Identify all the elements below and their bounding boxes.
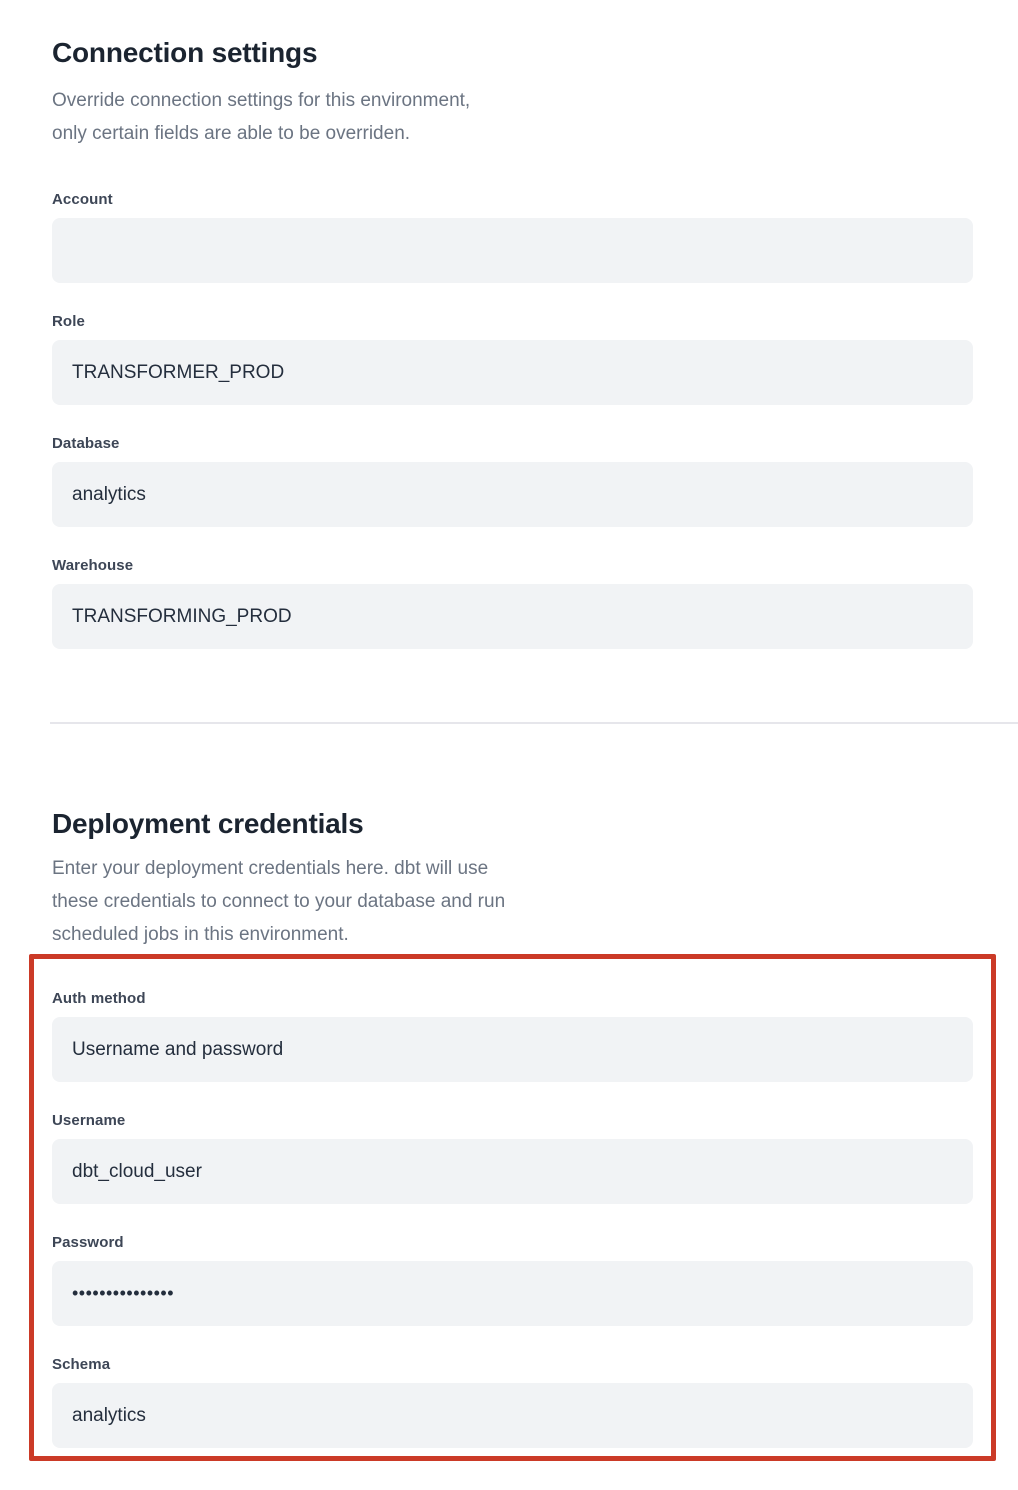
deployment-credentials-title: Deployment credentials bbox=[52, 808, 364, 839]
description-line: Override connection settings for this environment, bbox=[52, 90, 471, 111]
username-input[interactable]: dbt_cloud_user bbox=[52, 1139, 973, 1204]
database-input[interactable]: analytics bbox=[52, 462, 973, 527]
section-divider bbox=[50, 722, 1018, 724]
password-field bbox=[52, 1233, 973, 1326]
description-line: these credentials to connect to your database and run bbox=[52, 891, 506, 912]
warehouse-input[interactable]: TRANSFORMING_PROD bbox=[52, 584, 973, 649]
description-line: Enter your deployment credentials here. dbt will use bbox=[52, 858, 489, 879]
account-label: Account bbox=[52, 191, 113, 208]
account-field bbox=[52, 190, 973, 283]
role-field bbox=[52, 312, 973, 405]
password-label: Password bbox=[52, 1234, 124, 1251]
schema-label: Schema bbox=[52, 1356, 111, 1373]
connection-settings-title: Connection settings bbox=[52, 37, 318, 68]
username-label: Username bbox=[52, 1112, 126, 1129]
username-field bbox=[52, 1111, 973, 1204]
database-field bbox=[52, 434, 973, 527]
database-label: Database bbox=[52, 435, 120, 452]
schema-field bbox=[52, 1355, 973, 1448]
auth-method-label: Auth method bbox=[52, 990, 146, 1007]
description-line: only certain fields are able to be overriden. bbox=[52, 123, 411, 144]
account-input[interactable] bbox=[52, 218, 973, 283]
warehouse-label: Warehouse bbox=[52, 557, 134, 574]
auth-method-input[interactable]: Username and password bbox=[52, 1017, 973, 1082]
connection-settings-description bbox=[52, 84, 973, 150]
role-label: Role bbox=[52, 313, 85, 330]
schema-input[interactable]: analytics bbox=[52, 1383, 973, 1448]
auth-method-field bbox=[52, 989, 973, 1082]
role-input[interactable]: TRANSFORMER_PROD bbox=[52, 340, 973, 405]
description-line: scheduled jobs in this environment. bbox=[52, 924, 349, 945]
deployment-credentials-section bbox=[52, 807, 973, 1448]
password-input[interactable]: ••••••••••••••• bbox=[52, 1261, 973, 1326]
warehouse-field bbox=[52, 556, 973, 649]
connection-settings-section bbox=[52, 36, 973, 649]
deployment-credentials-description bbox=[52, 852, 973, 951]
